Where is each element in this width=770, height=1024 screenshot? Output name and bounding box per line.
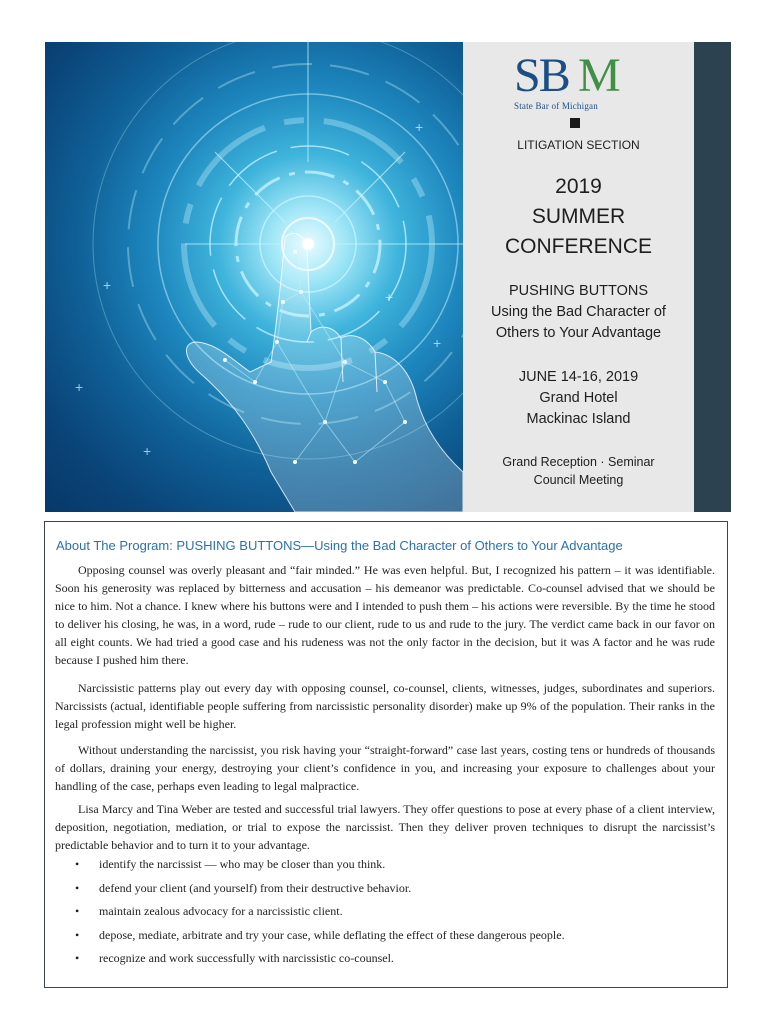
paragraph <box>55 800 715 854</box>
venue-name: Grand Hotel <box>539 390 618 406</box>
about-heading: About The Program: PUSHING BUTTONS—Using the Bad Character of Others to Your Advantage <box>56 538 623 553</box>
date-location <box>463 367 694 430</box>
list-item <box>75 926 565 950</box>
title-line: 2019 <box>555 175 602 198</box>
svg-text:+: + <box>385 289 394 305</box>
paragraph-text: Opposing counsel was overly pleasant and “fair minded.” He was even helpful. But, I recognized his pattern – it was identifiable. Soon his generosity was replaced by bitterness and accusation – his demeanor was predictable. Co-counsel advised that we should be nice to him. Not a chance. I knew where his buttons were and I intended to push them – his actions were reversible. By the time he stood to deliver his closing, he was, in a word, rude – rude to our client, rude to us and rude to the jury. The verdict came back in our favor on all eight counts. We had tried a good case and his rudeness was not the only factor in the decision, but it was A factor and he was rude because I pushed him there. <box>55 563 715 668</box>
square-bullet-icon <box>570 118 580 128</box>
cover-panel <box>463 42 694 512</box>
logo-letter-m: M <box>578 49 621 102</box>
paragraph-text: Lisa Marcy and Tina Weber are tested and successful trial lawyers. They offer questions to pose at every phase of a client interview, deposition, negotiation, mediation, or trial to expose the narcissist. Then they deliver proven techniques to disrupt the narcissist’s predictable behavior and to turn it to your advantage. <box>55 802 715 853</box>
venue-location: Mackinac Island <box>526 411 631 427</box>
list-item-text: identify the narcissist — who may be closer than you think. <box>99 857 386 871</box>
list-item-text: depose, mediate, arbitrate and try your case, while deflating the effect of these dangerous people. <box>99 927 565 942</box>
paragraph <box>55 741 715 795</box>
logo-subtitle: State Bar of Michigan <box>514 101 598 111</box>
digital-hand-touch-icon <box>45 42 463 512</box>
list-item <box>75 902 565 926</box>
list-item-text: maintain zealous advocacy for a narcissistic client. <box>99 904 343 918</box>
program-line: Others to Your Advantage <box>495 325 662 341</box>
program-line: Using the Bad Character of <box>491 304 666 320</box>
section-label: LITIGATION SECTION <box>517 138 640 152</box>
list-item-text: defend your client (and yourself) from their destructive behavior. <box>99 880 412 895</box>
sbm-logo <box>514 49 634 112</box>
svg-text:+: + <box>415 119 424 135</box>
svg-text:+: + <box>103 277 112 293</box>
bullet-icon: • <box>75 951 80 965</box>
program-line: PUSHING BUTTONS <box>508 283 649 299</box>
conference-title <box>463 172 694 262</box>
sidebar-stripe <box>694 42 731 512</box>
event-line: Grand Reception · Seminar <box>502 455 655 469</box>
list-item <box>75 949 565 973</box>
svg-text:+: + <box>433 335 442 351</box>
logo-letters-sb: SB <box>514 49 569 102</box>
svg-text:+: + <box>143 443 152 459</box>
bullet-icon: • <box>75 857 80 871</box>
paragraph <box>55 561 715 670</box>
paragraph <box>55 679 715 733</box>
event-date: JUNE 14-16, 2019 <box>518 369 639 385</box>
bullet-icon: • <box>75 904 80 918</box>
program-title <box>463 281 694 344</box>
bullet-icon: • <box>75 880 80 895</box>
paragraph-text: Narcissistic patterns play out every day with opposing counsel, co-counsel, clients, witnesses, judges, subordinates and superiors. Narcissists (actual, identifiable people suffering from narcissistic personality disorder) make up 9% of the population. Their ranks in the legal profession might well be higher. <box>55 681 715 732</box>
title-line: SUMMER <box>531 205 626 228</box>
list-item-text: recognize and work successfully with narcissistic co-counsel. <box>99 951 394 965</box>
hero-image <box>45 42 463 512</box>
title-line: CONFERENCE <box>504 235 652 258</box>
bullet-list <box>75 855 565 973</box>
list-item <box>75 855 565 879</box>
event-line: Council Meeting <box>533 473 624 487</box>
bullet-icon: • <box>75 927 80 942</box>
paragraph-text: Without understanding the narcissist, you risk having your “straight-forward” case last years, costing tens or hundreds of thousands of dollars, draining your energy, destroying your client’s confidence in you, and increasing your exposure to challenges about your handling of the case, perhaps even leading to legal malpractice. <box>55 743 715 794</box>
svg-text:+: + <box>75 379 84 395</box>
event-list <box>463 453 694 489</box>
list-item <box>75 879 565 903</box>
